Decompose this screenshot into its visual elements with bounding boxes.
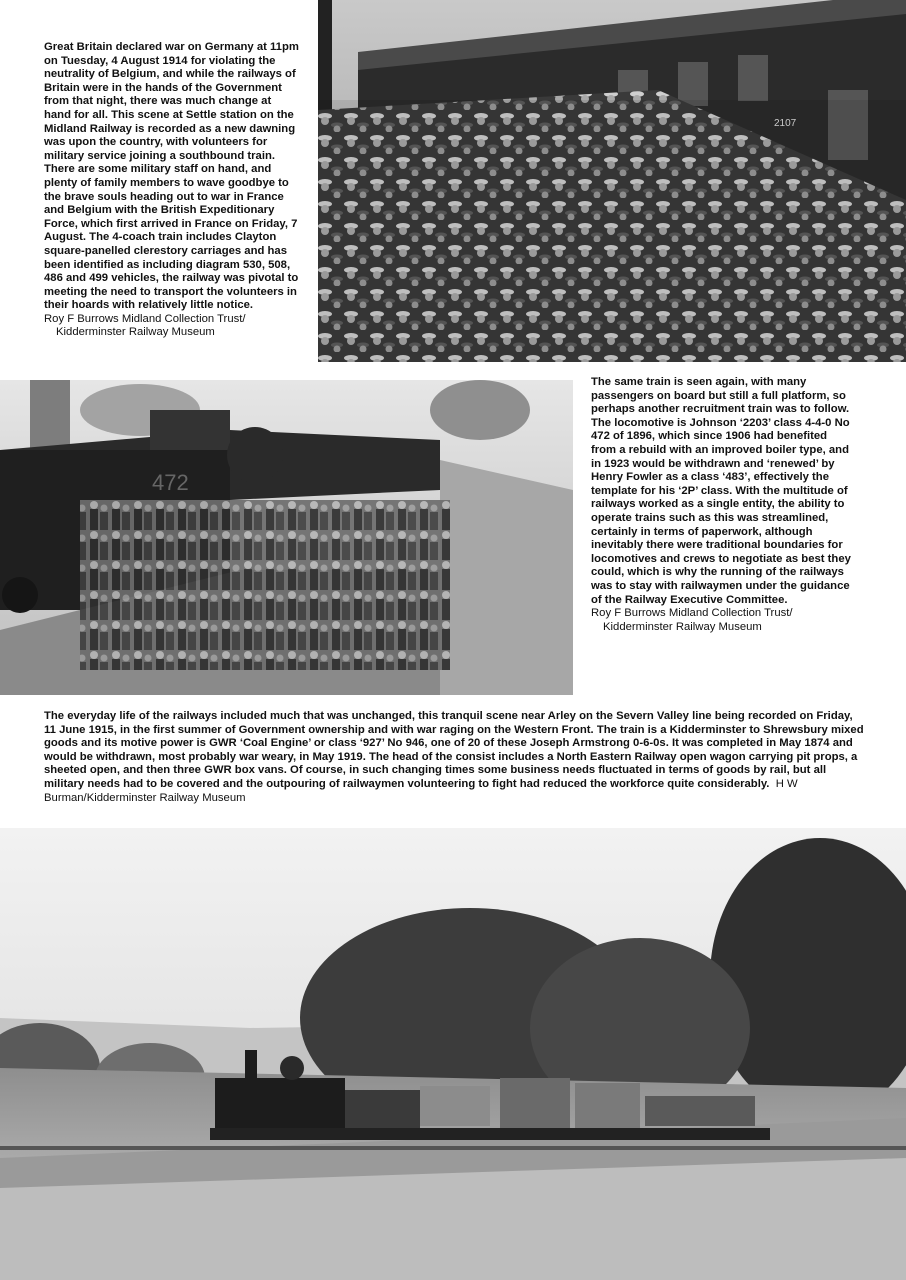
- photo-settle-crowd: [318, 0, 906, 362]
- photo-locomotive-platform: [0, 380, 573, 695]
- photo-credit-locomotive-line1: Roy F Burrows Midland Collection Trust/: [591, 607, 793, 620]
- smokebox-number: 472: [152, 470, 189, 495]
- caption-arley-text: The everyday life of the railways included much that was unchanged, this tranquil scene near Arley on the Severn Valley line being recorded on Friday, 11 June 1915, in the first summer of Government ownership and with war raging on the Western Front. The train is a Kidderminster to Shrewsbury mixed goods and its motive power is GWR ‘Coal Engine’ or class ‘927’ No 946, one of 20 of these Joseph Armstrong 0-6-0s. It was completed in May 1874 and would be withdrawn, most probably war weary, in May 1919. The head of the consist includes a North Eastern Railway open wagon carrying pit props, a sheeted open, and then three GWR box vans. Of course, in such changing times some business needs fluctuated in terms of goods by rail, but all military needs had to be covered and the outpouring of railwaymen volunteering to fight had reduced the workforce quite considerably.: [44, 710, 864, 790]
- carriage-number: 2107: [774, 118, 797, 129]
- caption-arley: [44, 710, 864, 805]
- caption-locomotive-text: The same train is seen again, with many passengers on board but still a full platform, so perhaps another recruitment train was to follow. The locomotive is Johnson ‘2203’ class 4-4-0 No 472 of 1896, which since 1906 had benefited from a rebuild with an improved boiler type, and in 1923 would be withdrawn and ‘renewed’ by Henry Fowler as a class ‘483’, effectively the template for his ‘2P’ class. With the multitude of railways worked as a single entity, the ability to operate trains such as this was streamlined, certainly in terms of paperwork, although inevitably there were traditional boundaries for locomotives and crews to negotiate as best they could, which is why the running of the railways was to stay with railwaymen under the guidance of the Railway Executive Committee.: [591, 376, 851, 606]
- photo-credit-settle-line1: Roy F Burrows Midland Collection Trust/: [44, 312, 246, 325]
- photo-credit-locomotive-line2: Kidderminster Railway Museum: [603, 620, 762, 633]
- photo-arley-goods-train: [0, 828, 906, 1280]
- photo-credit-settle-line2: Kidderminster Railway Museum: [56, 326, 215, 339]
- caption-settle-text: Great Britain declared war on Germany at 11pm on Tuesday, 4 August 1914 for violating the neutrality of Belgium, and while the railways of Britain were in the hands of the Government from that night, there was much change at hand for all. This scene at Settle station on the Midland Railway is recorded as a new dawning was upon the country, with volunteers for military service joining a southbound train. There are some military staff on hand, and plenty of family members to wave goodbye to the brave souls heading out to war in France and Belgium with the British Expeditionary Force, which first arrived in France on Friday, 7 August. The 4-coach train includes Clayton square-panelled clerestory carriages and has been identified as including diagram 530, 508, 486 and 499 vehicles, the railway was pivotal to meeting the need to transport the volunteers in their hoards with relatively little notice.: [44, 41, 299, 312]
- caption-locomotive: [591, 376, 853, 634]
- photo-credit-arley: H W Burman/Kidderminster Railway Museum: [44, 777, 798, 804]
- caption-settle-station: [44, 41, 300, 340]
